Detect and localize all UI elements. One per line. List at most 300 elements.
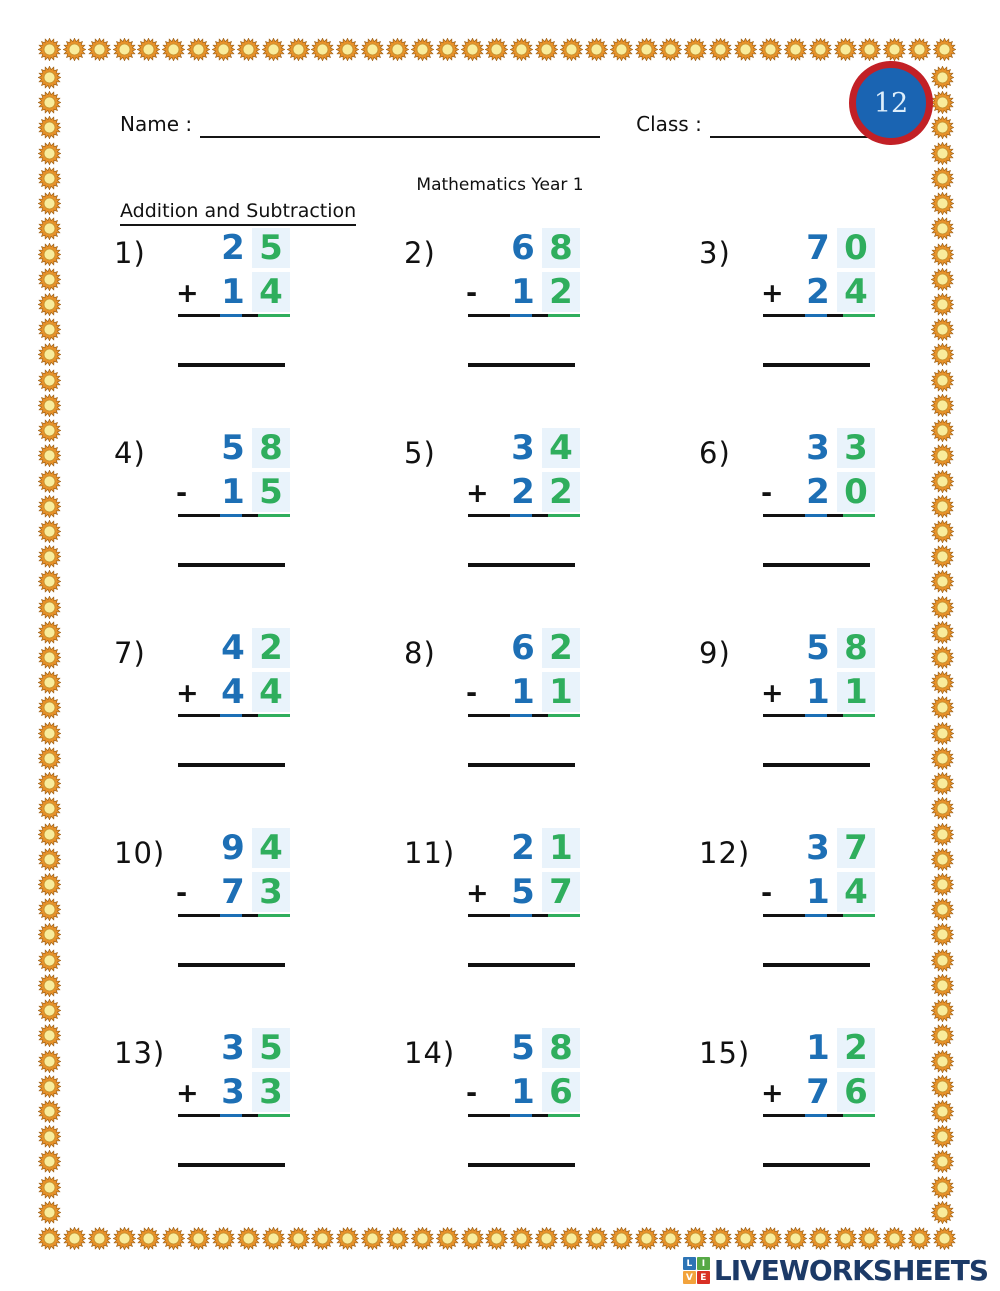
tens-digit: 5 <box>221 428 245 468</box>
ones-digit: 0 <box>837 228 875 268</box>
tens-digit: 1 <box>221 272 245 312</box>
tens-digit: 2 <box>511 472 535 512</box>
sun-icon <box>38 974 61 997</box>
ones-digit: 2 <box>542 628 580 668</box>
sun-icon <box>931 66 954 89</box>
problem-number: 10) <box>114 836 166 870</box>
problem-body <box>763 428 875 567</box>
sun-icon <box>931 1150 954 1173</box>
minus-operator: - <box>176 478 188 509</box>
ones-digit: 4 <box>252 828 290 868</box>
sun-icon <box>38 343 61 366</box>
sun-icon <box>931 823 954 846</box>
top-operand <box>178 828 290 868</box>
top-operand <box>468 628 580 668</box>
tens-digit: 1 <box>221 472 245 512</box>
sun-icon <box>38 1201 61 1224</box>
ones-digit: 4 <box>837 272 875 312</box>
sun-icon <box>585 38 608 61</box>
ones-digit: 4 <box>837 872 875 912</box>
plus-operator: + <box>466 478 489 509</box>
sun-icon <box>38 722 61 745</box>
sun-icon <box>38 1125 61 1148</box>
sun-icon <box>908 1227 931 1250</box>
page-number-badge <box>849 61 933 145</box>
sun-icon <box>38 243 61 266</box>
sun-icon <box>262 38 285 61</box>
tens-digit: 6 <box>511 228 535 268</box>
tens-digit: 3 <box>221 1072 245 1112</box>
top-operand <box>468 228 580 268</box>
operand-line <box>763 514 875 517</box>
sun-icon <box>38 898 61 921</box>
bottom-operand <box>178 872 290 912</box>
sun-icon <box>461 38 484 61</box>
sun-icon <box>162 1227 185 1250</box>
operand-line <box>468 914 580 917</box>
sun-icon <box>931 394 954 417</box>
logo-square-e: E <box>697 1271 710 1284</box>
sun-icon <box>931 217 954 240</box>
ones-digit: 1 <box>542 672 580 712</box>
sun-icon <box>931 243 954 266</box>
tens-digit: 6 <box>511 628 535 668</box>
sun-icon <box>38 444 61 467</box>
tens-digit: 1 <box>806 672 830 712</box>
bottom-operand <box>178 472 290 512</box>
sun-icon <box>38 91 61 114</box>
sun-icon <box>38 570 61 593</box>
problem-body <box>178 828 290 967</box>
problem-number: 2) <box>404 236 436 270</box>
ones-digit: 1 <box>542 828 580 868</box>
answer-line[interactable] <box>763 763 870 767</box>
ones-digit: 4 <box>252 672 290 712</box>
sun-icon <box>38 192 61 215</box>
class-label: Class : <box>636 112 702 136</box>
sun-icon <box>784 38 807 61</box>
minus-operator: - <box>176 878 188 909</box>
sun-icon <box>931 646 954 669</box>
sun-icon <box>485 38 508 61</box>
sun-icon <box>883 1227 906 1250</box>
sun-icon <box>212 1227 235 1250</box>
sun-icon <box>187 1227 210 1250</box>
ones-digit: 2 <box>837 1028 875 1068</box>
sun-icon <box>187 38 210 61</box>
problem-number: 4) <box>114 436 146 470</box>
plus-operator: + <box>176 278 199 309</box>
top-operand <box>468 828 580 868</box>
worksheet-title: Mathematics Year 1 <box>416 175 584 195</box>
top-operand <box>468 428 580 468</box>
top-operand <box>178 1028 290 1068</box>
sun-icon <box>535 38 558 61</box>
plus-operator: + <box>761 278 784 309</box>
top-operand <box>468 1028 580 1068</box>
bottom-operand <box>763 1072 875 1112</box>
sun-icon <box>931 949 954 972</box>
sun-icon <box>336 38 359 61</box>
minus-operator: - <box>761 878 773 909</box>
sun-icon <box>212 38 235 61</box>
sun-icon <box>759 38 782 61</box>
ones-digit: 5 <box>252 1028 290 1068</box>
problem-body <box>178 428 290 567</box>
liveworksheets-logo-text: LIVEWORKSHEETS <box>713 1254 988 1287</box>
operand-line <box>468 714 580 717</box>
problem-body <box>468 628 580 767</box>
sun-icon <box>931 873 954 896</box>
ones-digit: 1 <box>837 672 875 712</box>
sun-icon <box>38 1227 61 1250</box>
sun-icon <box>38 520 61 543</box>
answer-line[interactable] <box>468 1163 575 1167</box>
answer-line[interactable] <box>468 963 575 967</box>
liveworksheets-logo-icon <box>683 1257 710 1284</box>
operand-line <box>178 914 290 917</box>
ones-digit: 3 <box>252 1072 290 1112</box>
problem-number: 13) <box>114 1036 166 1070</box>
sun-icon <box>361 38 384 61</box>
sun-icon <box>883 38 906 61</box>
header-fields <box>120 110 883 138</box>
problem-body <box>763 828 875 967</box>
plus-operator: + <box>466 878 489 909</box>
operand-line <box>178 714 290 717</box>
ones-digit: 8 <box>837 628 875 668</box>
problem-3 <box>649 228 930 428</box>
sun-icon <box>38 116 61 139</box>
sun-icon <box>659 38 682 61</box>
problem-2 <box>354 228 649 428</box>
problem-number: 6) <box>699 436 731 470</box>
problem-15 <box>649 1028 930 1228</box>
answer-line[interactable] <box>763 363 870 367</box>
sun-icon <box>931 696 954 719</box>
problem-13 <box>64 1028 354 1228</box>
sun-icon <box>931 369 954 392</box>
problem-number: 9) <box>699 636 731 670</box>
ones-digit: 5 <box>252 472 290 512</box>
sun-icon <box>38 747 61 770</box>
sun-icon <box>485 1227 508 1250</box>
answer-line[interactable] <box>178 763 285 767</box>
sun-icon <box>461 1227 484 1250</box>
top-operand <box>763 1028 875 1068</box>
sun-icon <box>908 38 931 61</box>
problem-number: 12) <box>699 836 751 870</box>
sun-icon <box>931 1176 954 1199</box>
answer-line[interactable] <box>468 763 575 767</box>
sun-icon <box>809 38 832 61</box>
bottom-operand <box>178 272 290 312</box>
problem-11 <box>354 828 649 1028</box>
sun-icon <box>610 1227 633 1250</box>
sun-icon <box>311 38 334 61</box>
sun-icon <box>931 1125 954 1148</box>
sun-icon <box>931 570 954 593</box>
name-label: Name : <box>120 112 193 136</box>
minus-operator: - <box>466 278 478 309</box>
sun-icon <box>635 1227 658 1250</box>
sun-icon <box>834 38 857 61</box>
sun-icon <box>38 1075 61 1098</box>
sun-icon <box>287 1227 310 1250</box>
sun-icon <box>931 293 954 316</box>
tens-digit: 7 <box>806 228 830 268</box>
operand-line <box>468 1114 580 1117</box>
sun-icon <box>38 419 61 442</box>
sun-icon <box>38 38 61 61</box>
sun-icon <box>659 1227 682 1250</box>
problem-9 <box>649 628 930 828</box>
sun-icon <box>931 268 954 291</box>
sun-icon <box>931 621 954 644</box>
top-operand <box>763 828 875 868</box>
sun-icon <box>38 1024 61 1047</box>
sun-icon <box>38 596 61 619</box>
sun-icon <box>931 747 954 770</box>
logo-square-i: I <box>697 1257 710 1270</box>
operand-line <box>178 314 290 317</box>
operand-line <box>468 314 580 317</box>
minus-operator: - <box>466 1078 478 1109</box>
sun-icon <box>38 1150 61 1173</box>
answer-line[interactable] <box>763 563 870 567</box>
sun-icon <box>237 38 260 61</box>
tens-digit: 5 <box>511 1028 535 1068</box>
sun-icon <box>88 1227 111 1250</box>
sun-icon <box>931 545 954 568</box>
bottom-operand <box>763 472 875 512</box>
tens-digit: 2 <box>511 828 535 868</box>
problem-1 <box>64 228 354 428</box>
sun-icon <box>931 999 954 1022</box>
tens-digit: 1 <box>511 672 535 712</box>
plus-operator: + <box>761 678 784 709</box>
problem-body <box>178 1028 290 1167</box>
plus-operator: + <box>176 678 199 709</box>
sun-icon <box>38 1100 61 1123</box>
sun-icon <box>311 1227 334 1250</box>
ones-digit: 8 <box>542 1028 580 1068</box>
bottom-operand <box>468 472 580 512</box>
sun-icon <box>734 1227 757 1250</box>
ones-digit: 4 <box>252 272 290 312</box>
sun-icon <box>38 1050 61 1073</box>
tens-digit: 1 <box>511 272 535 312</box>
problem-body <box>468 428 580 567</box>
problem-10 <box>64 828 354 1028</box>
sun-border-top <box>38 38 956 63</box>
ones-digit: 3 <box>837 428 875 468</box>
operand-line <box>763 314 875 317</box>
sun-icon <box>38 621 61 644</box>
tens-digit: 9 <box>221 828 245 868</box>
sun-icon <box>684 38 707 61</box>
bottom-operand <box>468 1072 580 1112</box>
sun-icon <box>931 91 954 114</box>
answer-line[interactable] <box>178 963 285 967</box>
sun-icon <box>88 38 111 61</box>
ones-digit: 3 <box>252 872 290 912</box>
answer-line[interactable] <box>763 1163 870 1167</box>
tens-digit: 4 <box>221 672 245 712</box>
sun-icon <box>137 38 160 61</box>
sun-icon <box>610 38 633 61</box>
sun-icon <box>38 949 61 972</box>
sun-icon <box>931 419 954 442</box>
problem-number: 3) <box>699 236 731 270</box>
tens-digit: 1 <box>806 1028 830 1068</box>
problem-number: 5) <box>404 436 436 470</box>
sun-icon <box>38 293 61 316</box>
operand-line <box>763 1114 875 1117</box>
sun-icon <box>38 268 61 291</box>
sun-icon <box>262 1227 285 1250</box>
problem-7 <box>64 628 354 828</box>
sun-icon <box>931 1075 954 1098</box>
sun-icon <box>38 318 61 341</box>
ones-digit: 6 <box>837 1072 875 1112</box>
sun-icon <box>535 1227 558 1250</box>
sun-border-right <box>931 66 956 1224</box>
ones-digit: 0 <box>837 472 875 512</box>
sun-icon <box>510 38 533 61</box>
page-number: 12 <box>873 87 909 119</box>
problem-body <box>763 1028 875 1167</box>
ones-digit: 8 <box>542 228 580 268</box>
sun-icon <box>38 848 61 871</box>
top-operand <box>763 228 875 268</box>
sun-icon <box>585 1227 608 1250</box>
sun-icon <box>931 898 954 921</box>
problem-body <box>763 228 875 367</box>
sun-icon <box>436 1227 459 1250</box>
sun-icon <box>759 1227 782 1250</box>
sun-icon <box>38 923 61 946</box>
problem-body <box>468 828 580 967</box>
sun-icon <box>933 38 956 61</box>
tens-digit: 4 <box>221 628 245 668</box>
tens-digit: 3 <box>221 1028 245 1068</box>
tens-digit: 3 <box>806 828 830 868</box>
problem-number: 11) <box>404 836 456 870</box>
sun-icon <box>38 369 61 392</box>
problem-body <box>178 628 290 767</box>
ones-digit: 5 <box>252 228 290 268</box>
answer-line[interactable] <box>178 363 285 367</box>
sun-icon <box>931 671 954 694</box>
ones-digit: 2 <box>542 472 580 512</box>
sun-icon <box>560 1227 583 1250</box>
problem-number: 14) <box>404 1036 456 1070</box>
sun-icon <box>931 116 954 139</box>
minus-operator: - <box>761 478 773 509</box>
tens-digit: 2 <box>806 472 830 512</box>
sun-icon <box>931 444 954 467</box>
sun-icon <box>38 999 61 1022</box>
operand-line <box>178 514 290 517</box>
answer-line[interactable] <box>178 1163 285 1167</box>
answer-line[interactable] <box>468 363 575 367</box>
sun-icon <box>931 1201 954 1224</box>
sun-icon <box>784 1227 807 1250</box>
tens-digit: 7 <box>806 1072 830 1112</box>
answer-line[interactable] <box>468 563 575 567</box>
sun-icon <box>709 38 732 61</box>
sun-icon <box>411 38 434 61</box>
tens-digit: 7 <box>221 872 245 912</box>
problem-body <box>763 628 875 767</box>
liveworksheets-logo <box>683 1254 988 1287</box>
plus-operator: + <box>176 1078 199 1109</box>
sun-icon <box>834 1227 857 1250</box>
sun-icon <box>162 38 185 61</box>
problem-number: 7) <box>114 636 146 670</box>
problem-number: 1) <box>114 236 146 270</box>
sun-icon <box>63 38 86 61</box>
answer-line[interactable] <box>178 563 285 567</box>
sun-border-bottom <box>38 1227 956 1252</box>
ones-digit: 6 <box>542 1072 580 1112</box>
top-operand <box>763 628 875 668</box>
sun-icon <box>858 38 881 61</box>
sun-icon <box>38 873 61 896</box>
sun-border-left <box>38 66 63 1224</box>
sun-icon <box>63 1227 86 1250</box>
sun-icon <box>931 470 954 493</box>
sun-icon <box>38 797 61 820</box>
logo-square-l: L <box>683 1257 696 1270</box>
sun-icon <box>931 797 954 820</box>
problem-body <box>178 228 290 367</box>
ones-digit: 8 <box>252 428 290 468</box>
sun-icon <box>38 1176 61 1199</box>
bottom-operand <box>468 872 580 912</box>
sun-icon <box>38 671 61 694</box>
name-blank-line[interactable] <box>200 110 600 138</box>
sun-icon <box>931 343 954 366</box>
top-operand <box>178 628 290 668</box>
sun-icon <box>931 520 954 543</box>
sun-icon <box>684 1227 707 1250</box>
bottom-operand <box>763 672 875 712</box>
tens-digit: 1 <box>806 872 830 912</box>
answer-line[interactable] <box>763 963 870 967</box>
sun-icon <box>931 596 954 619</box>
sun-icon <box>858 1227 881 1250</box>
sun-icon <box>386 1227 409 1250</box>
sun-icon <box>38 545 61 568</box>
sun-icon <box>38 823 61 846</box>
problem-body <box>468 228 580 367</box>
sun-icon <box>635 38 658 61</box>
sun-icon <box>931 495 954 518</box>
problem-6 <box>649 428 930 628</box>
operand-line <box>178 1114 290 1117</box>
sun-icon <box>931 192 954 215</box>
tens-digit: 3 <box>511 428 535 468</box>
sun-icon <box>38 646 61 669</box>
ones-digit: 4 <box>542 428 580 468</box>
ones-digit: 7 <box>837 828 875 868</box>
problem-body <box>468 1028 580 1167</box>
sun-icon <box>336 1227 359 1250</box>
plus-operator: + <box>761 1078 784 1109</box>
tens-digit: 5 <box>511 872 535 912</box>
